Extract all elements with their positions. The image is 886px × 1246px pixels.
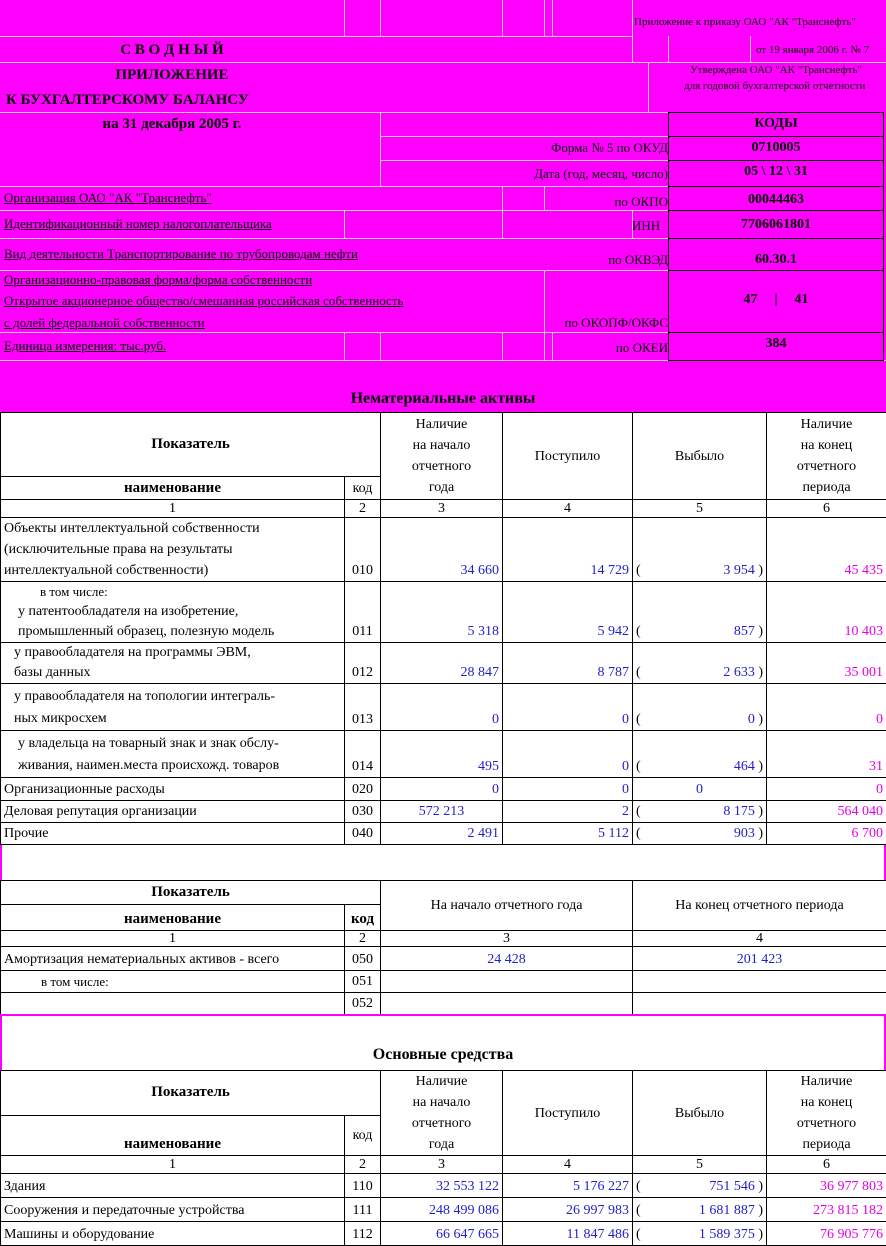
row-end: 564 040 xyxy=(767,801,886,823)
header-indicator: Показатель xyxy=(1,1071,381,1116)
row-code: 051 xyxy=(345,971,381,993)
okopf-label: по ОКОПФ/ОКФС xyxy=(564,315,668,330)
header-start: Наличие на начало отчетного года xyxy=(381,413,503,500)
header-received: Поступило xyxy=(503,1071,633,1156)
okopf-value xyxy=(668,270,884,333)
row-name: Амортизация нематериальных активов - всего xyxy=(1,947,345,971)
inn-title: Идентификационный номер налогоплательщика xyxy=(4,216,272,231)
col-num-3: 3 xyxy=(381,931,633,947)
row-start xyxy=(381,971,633,993)
okpo-label: по ОКПО xyxy=(614,194,668,209)
col-num-3: 3 xyxy=(381,500,503,518)
header-end: Наличие на конец отчетного периода xyxy=(767,1071,886,1156)
row-start: 32 553 122 xyxy=(381,1174,503,1198)
row-disposed: ( 464 ) xyxy=(633,731,767,778)
approved-note: Утверждена ОАО "АК "Транснефть" xyxy=(690,64,862,76)
row-end xyxy=(633,993,886,1015)
col-num-2: 2 xyxy=(345,1156,381,1174)
row-disposed: ( 0 ) xyxy=(633,684,767,731)
header-start: Наличие на начало отчетного года xyxy=(381,1071,503,1156)
row-start: 66 647 665 xyxy=(381,1222,503,1246)
table-row xyxy=(1,1198,886,1222)
row-end: 273 815 182 xyxy=(767,1198,886,1222)
row-name xyxy=(1,993,345,1015)
row-start: 2 491 xyxy=(381,823,503,845)
row-end: 35 001 xyxy=(767,643,886,684)
legal-form-line2: Открытое акционерное общество/смешанная российская собственность xyxy=(4,293,404,308)
header-indicator: Показатель xyxy=(1,881,381,905)
table-row xyxy=(1,801,886,823)
table-row xyxy=(1,731,886,778)
row-name: у владельца на товарный знак и знак обслу- живания, наимен.места происхожд. товаров xyxy=(1,731,345,778)
title-prilozhenie: ПРИЛОЖЕНИЕ xyxy=(115,67,229,83)
row-disposed: ( 1 589 375 ) xyxy=(633,1222,767,1246)
header-name: наименование xyxy=(1,1115,345,1155)
row-received: 11 847 486 xyxy=(503,1222,633,1246)
intangible-table xyxy=(0,412,886,845)
row-received: 0 xyxy=(503,778,633,801)
row-name: в том числе: у патентообладателя на изобретение, промышленный образец, полезную модель xyxy=(1,582,345,643)
row-disposed: ( 857 ) xyxy=(633,582,767,643)
row-code: 040 xyxy=(345,823,381,845)
header-start: На начало отчетного года xyxy=(381,881,633,931)
row-end: 6 700 xyxy=(767,823,886,845)
row-end: 45 435 xyxy=(767,518,886,582)
table-row xyxy=(1,582,886,643)
table-row xyxy=(1,993,886,1015)
row-disposed: ( 1 681 887 ) xyxy=(633,1198,767,1222)
row-end: 76 905 776 xyxy=(767,1222,886,1246)
row-code: 030 xyxy=(345,801,381,823)
row-name: Здания xyxy=(1,1174,345,1198)
col-num-6: 6 xyxy=(767,1156,886,1174)
row-start: 572 213 xyxy=(381,801,503,823)
table-row xyxy=(1,518,886,582)
col-num-4: 4 xyxy=(633,931,886,947)
legal-form-line1: Организационно-правовая форма/форма собственности xyxy=(4,272,313,287)
table-row xyxy=(1,947,886,971)
divider xyxy=(0,1014,886,1016)
header-received: Поступило xyxy=(503,413,633,500)
col-num-1: 1 xyxy=(1,1156,345,1174)
row-received: 14 729 xyxy=(503,518,633,582)
unit-label: Единица измерения: тыс.руб. xyxy=(4,338,167,353)
row-disposed: 0 xyxy=(633,778,767,801)
row-received: 26 997 983 xyxy=(503,1198,633,1222)
col-num-6: 6 xyxy=(767,500,886,518)
col-num-5: 5 xyxy=(633,1156,767,1174)
row-code: 011 xyxy=(345,582,381,643)
fixed-assets-table xyxy=(0,1070,886,1246)
row-end: 201 423 xyxy=(633,947,886,971)
row-name: Деловая репутация организации xyxy=(1,801,345,823)
okopf-code: 47 xyxy=(743,292,758,307)
row-start: 0 xyxy=(381,684,503,731)
row-disposed: ( 2 633 ) xyxy=(633,643,767,684)
row-name: Сооружения и передаточные устройства xyxy=(1,1198,345,1222)
okopf-separator: | xyxy=(774,292,778,307)
title-date: на 31 декабря 2005 г. xyxy=(102,116,242,132)
row-start: 5 318 xyxy=(381,582,503,643)
header-end: Наличие на конец отчетного периода xyxy=(767,413,886,500)
row-received: 2 xyxy=(503,801,633,823)
row-received: 8 787 xyxy=(503,643,633,684)
section-title-fixed-assets: Основные средства xyxy=(372,1046,514,1063)
row-disposed: ( 8 175 ) xyxy=(633,801,767,823)
inn-label: ИНН xyxy=(632,218,661,233)
okved-label: по ОКВЭД xyxy=(608,252,668,267)
header-name: наименование xyxy=(1,477,345,500)
row-name: у правообладателя на топологии интеграль- ных микросхем xyxy=(1,684,345,731)
row-disposed: ( 903 ) xyxy=(633,823,767,845)
col-num-1: 1 xyxy=(1,500,345,518)
row-name: Машины и оборудование xyxy=(1,1222,345,1246)
row-name: Организационные расходы xyxy=(1,778,345,801)
header-name: наименование xyxy=(1,905,345,931)
row-received: 0 xyxy=(503,684,633,731)
row-code: 052 xyxy=(345,993,381,1015)
order-note: Приложение к приказу ОАО "АК "Транснефть" xyxy=(634,16,856,28)
row-code: 020 xyxy=(345,778,381,801)
title-svodny: С В О Д Н Ы Й xyxy=(120,42,224,58)
header-indicator: Показатель xyxy=(1,413,381,477)
table-row xyxy=(1,778,886,801)
table-row xyxy=(1,971,886,993)
section-title-intangible: Нематериальные активы xyxy=(350,390,536,407)
row-end xyxy=(633,971,886,993)
row-code: 013 xyxy=(345,684,381,731)
table-row xyxy=(1,823,886,845)
row-code: 012 xyxy=(345,643,381,684)
table-row xyxy=(1,1174,886,1198)
okud-value: 0710005 xyxy=(668,136,884,161)
annual-report-note: для годовой бухгалтерской отчетности xyxy=(684,80,866,92)
table-row xyxy=(1,1222,886,1246)
col-num-4: 4 xyxy=(503,1156,633,1174)
row-end: 31 xyxy=(767,731,886,778)
header-code: код xyxy=(345,905,381,931)
header-disposed: Выбыло xyxy=(633,413,767,500)
row-name: Объекты интеллектуальной собственности (исключительные права на результаты интеллектуальной собственности) xyxy=(1,518,345,582)
row-code: 110 xyxy=(345,1174,381,1198)
row-start: 24 428 xyxy=(381,947,633,971)
okei-value: 384 xyxy=(668,332,884,361)
row-end: 10 403 xyxy=(767,582,886,643)
okved-value: 60.30.1 xyxy=(668,238,884,271)
header-code: код xyxy=(345,1115,381,1155)
row-disposed: ( 751 546 ) xyxy=(633,1174,767,1198)
report-header xyxy=(0,0,886,412)
legal-form-line3: с долей федеральной собственности xyxy=(4,315,205,330)
table-row xyxy=(1,643,886,684)
row-start: 248 499 086 xyxy=(381,1198,503,1222)
row-start: 28 847 xyxy=(381,643,503,684)
header-code: код xyxy=(345,477,381,500)
okfs-code: 41 xyxy=(794,292,809,307)
row-received: 5 112 xyxy=(503,823,633,845)
activity-label: Вид деятельности Транспортирование по трубопроводам нефти xyxy=(4,246,358,261)
row-end: 36 977 803 xyxy=(767,1174,886,1198)
row-start: 495 xyxy=(381,731,503,778)
col-num-4: 4 xyxy=(503,500,633,518)
amortization-table xyxy=(0,880,886,1015)
row-name: у правообладателя на программы ЭВМ, базы данных xyxy=(1,643,345,684)
row-start: 34 660 xyxy=(381,518,503,582)
okud-label: Форма № 5 по ОКУД xyxy=(551,140,668,155)
row-disposed: ( 3 954 ) xyxy=(633,518,767,582)
row-name: в том числе: xyxy=(1,971,345,993)
col-num-2: 2 xyxy=(345,500,381,518)
organization-label: Организация ОАО "АК "Транснефть" xyxy=(4,190,212,205)
row-start: 0 xyxy=(381,778,503,801)
row-code: 112 xyxy=(345,1222,381,1246)
row-name: Прочие xyxy=(1,823,345,845)
row-received: 5 942 xyxy=(503,582,633,643)
header-disposed: Выбыло xyxy=(633,1071,767,1156)
row-code: 111 xyxy=(345,1198,381,1222)
row-start xyxy=(381,993,633,1015)
table-row xyxy=(1,684,886,731)
row-received: 0 xyxy=(503,731,633,778)
order-date-note: от 19 января 2006 г. № 7 xyxy=(756,44,870,56)
okpo-value: 00044463 xyxy=(668,186,884,211)
row-end: 0 xyxy=(767,684,886,731)
inn-value: 7706061801 xyxy=(668,210,884,239)
row-code: 014 xyxy=(345,731,381,778)
date-value: 05 \ 12 \ 31 xyxy=(668,160,884,187)
row-end: 0 xyxy=(767,778,886,801)
codes-header: КОДЫ xyxy=(668,112,884,137)
header-end: На конец отчетного периода xyxy=(633,881,886,931)
row-code: 050 xyxy=(345,947,381,971)
title-k-balansu: К БУХГАЛТЕРСКОМУ БАЛАНСУ xyxy=(6,92,249,108)
col-num-3: 3 xyxy=(381,1156,503,1174)
col-num-2: 2 xyxy=(345,931,381,947)
row-code: 010 xyxy=(345,518,381,582)
okei-label: по ОКЕИ xyxy=(615,340,668,355)
col-num-5: 5 xyxy=(633,500,767,518)
date-label: Дата (год, месяц, число) xyxy=(534,166,668,181)
row-received: 5 176 227 xyxy=(503,1174,633,1198)
col-num-1: 1 xyxy=(1,931,345,947)
